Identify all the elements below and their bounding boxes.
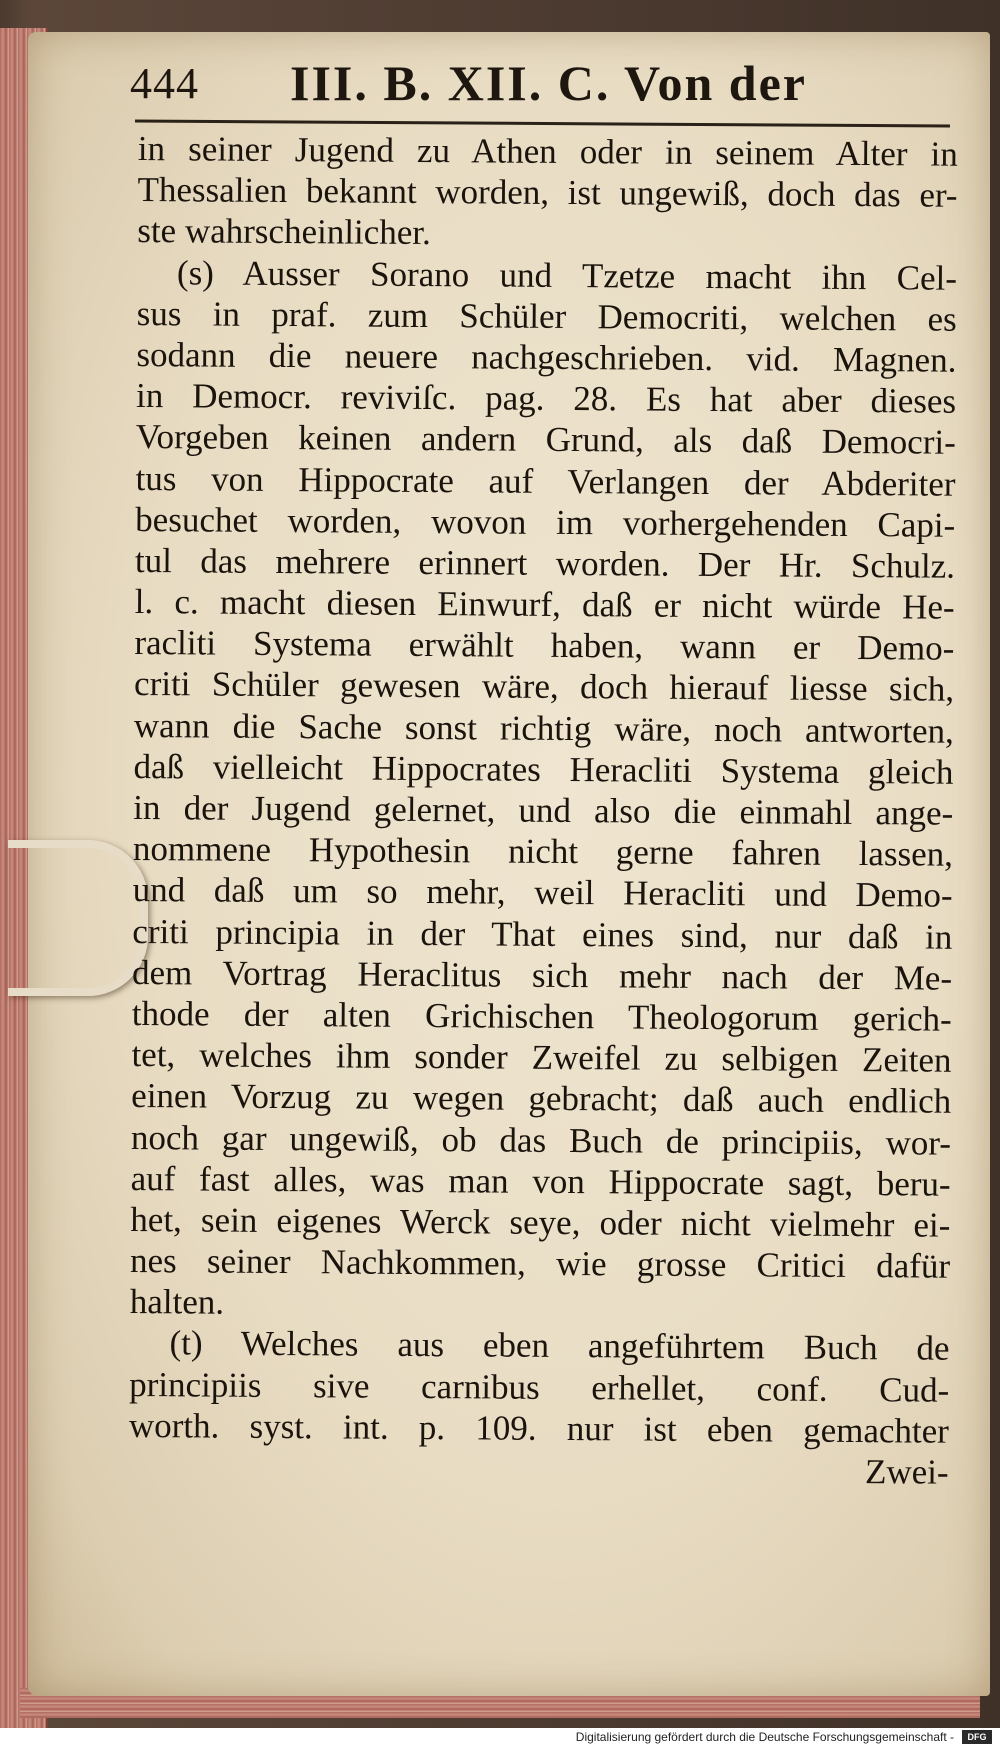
bookmark-ribbon: [8, 840, 148, 996]
text-line: l. c. macht diesen Einwurf, daß er nicht würde He-: [134, 582, 955, 627]
text-line: noch gar ungewiß, ob das Buch de principiis, wor-: [130, 1117, 952, 1163]
text-line: in seiner Jugend zu Athen oder in seinem Alter in: [137, 128, 958, 174]
text-line: tul das mehrere erinnert worden. Der Hr. Schulz.: [134, 540, 956, 586]
text-line: einen Vorzug zu wegen gebracht; daß auch endlich: [131, 1076, 952, 1122]
text-line: daß vielleicht Hippocrates Heracliti Systema gleich: [133, 746, 954, 792]
text-line: tus von Hippocrate auf Verlangen der Abderiter: [135, 458, 956, 504]
text-line: principiis sive carnibus erhellet, conf. Cud-: [129, 1364, 950, 1410]
text-line: (t) Welches aus eben angeführtem Buch de: [169, 1323, 950, 1369]
text-line: thode der alten Grichischen Theologorum gerich-: [131, 993, 952, 1039]
page-number: 444: [130, 59, 199, 108]
text-line: worth. syst. int. p. 109. nur ist eben gemachter: [128, 1405, 950, 1451]
dfg-logo: DFG: [962, 1730, 992, 1744]
page-header: [130, 55, 950, 118]
text-line: sodann die neuere nachgeschrieben. vid. Magnen.: [136, 334, 957, 380]
text-line: criti principia in der That eines sind, nur daß in: [132, 911, 953, 957]
text-line: criti Schüler gewesen wäre, doch hierauf liesse sich,: [133, 664, 955, 710]
page-body-text: [129, 128, 958, 1493]
text-line: nes seiner Nachkommen, wie grosse Critici dafür: [129, 1241, 951, 1286]
text-line: (s) Ausser Sorano und Tzetze macht ihn Cel-: [176, 252, 958, 298]
footer-bar: [0, 1728, 1000, 1746]
text-line: tet, welches ihm sonder Zweifel zu selbigen Zeiten: [131, 1035, 952, 1080]
text-line: Vorgeben keinen andern Grund, als daß Democri-: [135, 417, 956, 463]
text-line: ste wahrscheinlicher.: [137, 211, 431, 253]
text-line: in der Jugend gelernet, und also die einmahl ange-: [133, 787, 954, 833]
text-line: halten.: [129, 1282, 225, 1322]
text-line: het, sein eigenes Werck seye, oder nicht vielmehr ei-: [130, 1199, 951, 1245]
text-line: sus in praf. zum Schüler Democriti, welchen es: [136, 293, 957, 339]
running-head: III. B. XII. C. Von der: [290, 55, 807, 111]
text-line: dem Vortrag Heraclitus sich mehr nach der Me-: [131, 952, 953, 998]
funding-credit: Digitalisierung gefördert durch die Deutsche Forschungsgemeinschaft -: [575, 1730, 954, 1744]
text-line: besuchet worden, wovon im vorhergehenden Capi-: [135, 499, 956, 545]
text-line: Thessalien bekannt worden, ist ungewiß, doch das er-: [137, 170, 958, 215]
text-line: racliti Systema erwählt haben, wann er Demo-: [134, 623, 955, 668]
text-line: und daß um so mehr, weil Heracliti und Demo-: [132, 870, 953, 916]
text-line: auf fast alles, was man von Hippocrate sagt, beru-: [130, 1158, 951, 1204]
text-line: wann die Sache sonst richtig wäre, noch antworten,: [133, 705, 954, 751]
text-line: nommene Hypothesin nicht gerne fahren lassen,: [132, 829, 954, 874]
text-line: in Democr. reviviſc. pag. 28. Es hat aber dieses: [135, 376, 957, 421]
text-line: Zwei-: [864, 1452, 949, 1492]
